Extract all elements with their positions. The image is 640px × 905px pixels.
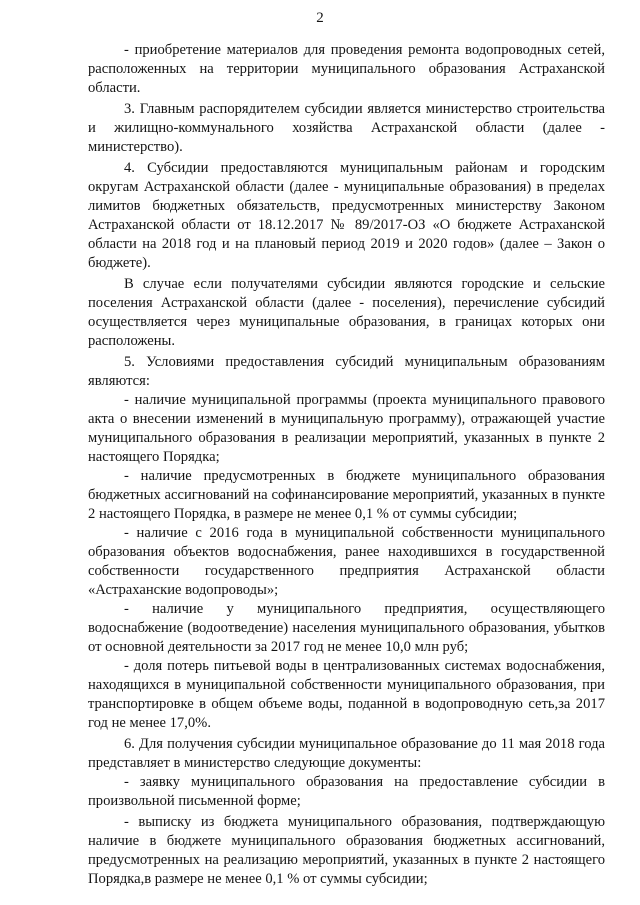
paragraph-condition-budget: - наличие предусмотренных в бюджете муниципального образования бюджетных ассигнований на софинансирование мероприятий, указанных в пункте 2 настоящего Порядка, в размере не менее 0,1 % от суммы субсидии; — [88, 468, 605, 522]
paragraph-condition-water-loss: - доля потерь питьевой воды в централизованных системах водоснабжения, находящихся в муниципальной собственности муниципального образования, при транспортировке в общем объеме воды, поданной в водопроводную сеть,за 2017 год не менее 17,0%. — [88, 658, 605, 731]
paragraph-4-subsidy-provision: 4. Субсидии предоставляются муниципальным районам и городским округам Астраханской области (далее - муниципальные образования) в пределах лимитов бюджетных обязательств, предусмотренных министерству Законом Астраханской области от 18.12.2017 № 89/2017-ОЗ «О бюджете Астраханской области на 2018 год и на плановый период 2019 и 2020 годов» (далее – Закон о бюджете). — [88, 160, 605, 271]
paragraph-5-conditions: 5. Условиями предоставления субсидий муниципальным образованиям являются: — [88, 354, 605, 389]
paragraph-condition-ownership: - наличие с 2016 года в муниципальной собственности муниципального образования объектов водоснабжения, ранее находившихся в государственной собственности государственного предприятия Астраханской области «Астраханские водопроводы»; — [88, 525, 605, 598]
paragraph-item-materials: - приобретение материалов для проведения ремонта водопроводных сетей, расположенных на территории муниципального образования Астраханской области. — [88, 42, 605, 96]
paragraph-document-budget-extract: - выписку из бюджета муниципального образования, подтверждающую наличие в бюджете муниципального образования бюджетных ассигнований, предусмотренных на реализацию мероприятий, указанных в пункте 2 настоящего Порядка,в размере не менее 0,1 % от суммы субсидии; — [88, 814, 605, 887]
paragraph-condition-program: - наличие муниципальной программы (проекта муниципального правового акта о внесении изменений в муниципальную программу), отражающей участие муниципального образования в реализации мероприятий, указанных в пункте 2 настоящего Порядка; — [88, 392, 605, 465]
paragraph-6-documents: 6. Для получения субсидии муниципальное образование до 11 мая 2018 года представляет в министерство следующие документы: — [88, 736, 605, 771]
page-number: 2 — [316, 10, 324, 26]
paragraph-document-application: - заявку муниципального образования на предоставление субсидии в произвольной письменной форме; — [88, 774, 605, 809]
paragraph-settlements: В случае если получателями субсидии являются городские и сельские поселения Астраханской области (далее - поселения), перечисление субсидий осуществляется через муниципальные образования, в границах которых они расположены. — [88, 276, 605, 349]
paragraph-condition-losses: - наличие у муниципального предприятия, осуществляющего водоснабжение (водоотведение) населения муниципального образования, убытков от основной деятельности за 2017 год не менее 10,0 млн руб; — [88, 601, 605, 655]
document-body — [88, 41, 605, 889]
paragraph-3-chief-manager: 3. Главным распорядителем субсидии является министерство строительства и жилищно-коммунального хозяйства Астраханской области (далее - министерство). — [88, 101, 605, 155]
